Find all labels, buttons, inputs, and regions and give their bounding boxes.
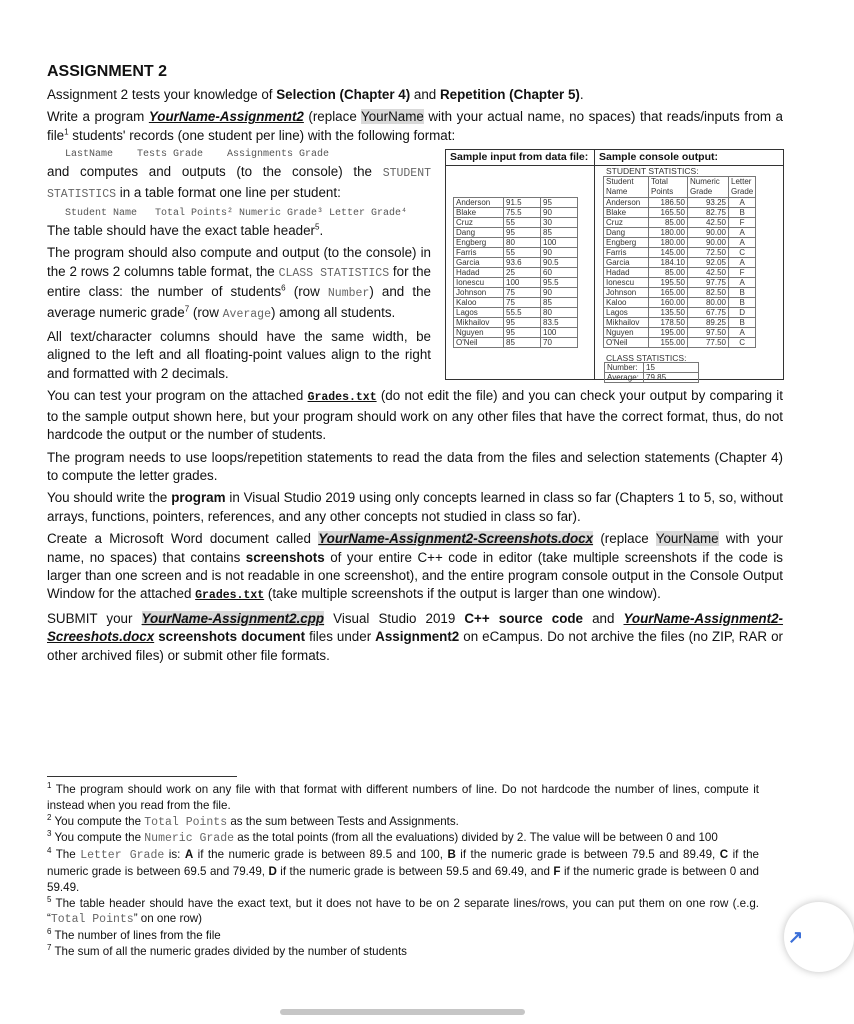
input-row — [454, 318, 578, 328]
text-segment: (replace — [303, 109, 362, 125]
student-row — [604, 218, 756, 228]
text-segment: Create a Microsoft Word document called — [47, 531, 319, 547]
table-cell: 79.85 — [644, 373, 699, 383]
text-segment: . — [579, 87, 584, 102]
student-statistics-title: STUDENT STATISTICS: — [606, 166, 699, 177]
table-cell: B — [729, 208, 756, 218]
input-row — [454, 198, 578, 208]
table-cell: 195.50 — [649, 278, 688, 288]
input-row — [454, 308, 578, 318]
text-segment: The number of lines from the file — [51, 929, 221, 943]
table-cell: C — [729, 248, 756, 258]
footnote-marker: 6 — [281, 283, 286, 293]
table-cell: 83.5 — [541, 318, 578, 328]
footnote-marker: 5 — [315, 222, 320, 232]
text-segment: The program should also compute and output (to the console) in the 2 rows 2 columns table format, the — [47, 245, 431, 279]
table-header-line: Student Name Total Points² Numeric Grade³ Letter Grade⁴ — [65, 208, 408, 220]
table-cell: Engberg — [454, 238, 504, 248]
table-cell: F — [729, 218, 756, 228]
text-segment: YourName-Assignment2-Screenshots.docx — [318, 531, 594, 547]
text-segment: ” on one row) — [133, 912, 203, 926]
student-row — [604, 318, 756, 328]
student-row — [604, 308, 756, 318]
table-cell: 97.50 — [688, 328, 729, 338]
text-segment: screenshots document — [158, 629, 306, 645]
text-segment: Repetition (Chapter 5) — [439, 87, 580, 102]
input-row — [454, 248, 578, 258]
footnote-marker: 7 — [47, 943, 52, 953]
table-cell: Letter Grade — [729, 177, 756, 198]
student-row — [604, 278, 756, 288]
input-row — [454, 238, 578, 248]
student-row — [604, 268, 756, 278]
text-segment: if the numeric grade is between 69.5 and 79.49, — [47, 848, 759, 878]
table-cell: 67.75 — [688, 308, 729, 318]
student-row — [604, 288, 756, 298]
text-segment: Assignment 2 tests your knowledge of — [47, 87, 277, 102]
table-cell: C — [729, 338, 756, 348]
table-cell: Hadad — [604, 268, 649, 278]
footnote — [47, 944, 759, 960]
table-cell: Dang — [604, 228, 649, 238]
table-cell: A — [729, 258, 756, 268]
text-segment: YourName-Assignment2 — [148, 109, 304, 125]
table-cell: 186.50 — [649, 198, 688, 208]
paragraph — [47, 489, 783, 526]
table-cell: Mikhailov — [604, 318, 649, 328]
text-segment: Total Points — [50, 913, 134, 927]
table-cell: 93.6 — [504, 258, 541, 268]
input-row — [454, 228, 578, 238]
table-cell: D — [729, 308, 756, 318]
table-cell: Dang — [454, 228, 504, 238]
text-segment: students' records (one student per line) with the following format: — [68, 127, 456, 143]
table-cell: 85.00 — [649, 218, 688, 228]
student-row — [604, 248, 756, 258]
table-cell: 75.5 — [504, 208, 541, 218]
table-cell: 90.5 — [541, 258, 578, 268]
text-segment: if the numeric grade is between 0 and 59.49. — [47, 864, 759, 894]
sample-input-heading: Sample input from data file: — [446, 150, 594, 166]
paragraph — [47, 610, 783, 665]
input-format-line: LastName Tests Grade Assignments Grade — [65, 149, 330, 161]
class-stat-row — [605, 363, 699, 373]
table-cell: 82.50 — [688, 288, 729, 298]
class-stat-row — [605, 373, 699, 383]
edit-icon: ↗ — [788, 927, 804, 947]
footnote — [47, 830, 759, 847]
footnote-marker: 1 — [64, 127, 69, 137]
table-cell: A — [729, 328, 756, 338]
table-cell: 145.00 — [649, 248, 688, 258]
table-cell: 55.5 — [504, 308, 541, 318]
footnote — [47, 896, 759, 929]
text-segment: CLASS STATISTICS — [278, 266, 390, 280]
input-row — [454, 258, 578, 268]
table-cell: Student Name — [604, 177, 649, 198]
text-segment: D — [268, 864, 277, 878]
text-segment: (row — [189, 304, 223, 320]
text-segment: Numeric Grade — [144, 832, 234, 846]
footnote-marker: 2 — [47, 812, 52, 822]
input-row — [454, 218, 578, 228]
table-cell: 100 — [541, 238, 578, 248]
table-cell: 82.75 — [688, 208, 729, 218]
table-cell: 180.00 — [649, 228, 688, 238]
footnote-separator — [47, 776, 237, 777]
text-segment: if the numeric grade is between 59.5 and 69.49, and — [276, 864, 554, 878]
text-segment: with your name, no spaces) that contains — [47, 531, 783, 565]
student-row — [604, 228, 756, 238]
table-cell: 15 — [644, 363, 699, 373]
text-segment: You can test your program on the attached — [47, 388, 308, 404]
table-cell: 100 — [541, 328, 578, 338]
input-row — [454, 298, 578, 308]
table-cell: 55 — [504, 218, 541, 228]
table-cell: 91.5 — [504, 198, 541, 208]
table-cell: 95 — [504, 318, 541, 328]
text-segment: Assignment2 — [375, 629, 460, 645]
text-segment: Selection (Chapter 4) — [276, 87, 411, 102]
paragraph — [47, 108, 783, 145]
table-cell: 70 — [541, 338, 578, 348]
table-cell: Average: — [605, 373, 644, 383]
table-cell: 178.50 — [649, 318, 688, 328]
text-segment: The sum of all the numeric grades divided by the number of students — [51, 944, 407, 958]
table-cell: Cruz — [604, 218, 649, 228]
student-row — [604, 328, 756, 338]
text-segment: F — [553, 864, 561, 878]
text-segment: as the sum between Tests and Assignments. — [227, 814, 459, 828]
table-cell: Kaloo — [604, 298, 649, 308]
text-segment: The table header should have the exact text, but it does not have to be on 2 separate lines/rows, you can put them on one row (.e.g. “ — [47, 896, 759, 926]
table-cell: Johnson — [604, 288, 649, 298]
class-statistics-table — [604, 362, 699, 383]
table-cell: A — [729, 198, 756, 208]
table-cell: Farris — [604, 248, 649, 258]
text-segment: of your entire C++ code in editor (take multiple screenshots if the code is larger than one screen and is not readable in one screenshot), and the entire program console output in the Console Output Window for the attached — [47, 549, 783, 602]
table-cell: 184.10 — [649, 258, 688, 268]
text-segment: A — [184, 848, 194, 862]
student-row — [604, 198, 756, 208]
student-row — [604, 258, 756, 268]
text-segment: SUBMIT your — [47, 610, 142, 626]
text-segment: in Visual Studio 2019 using only concepts learned in class so far (Chapters 1 to 5, so, without arrays, functions, pointers, references, and any other concepts not studied in class so far). — [47, 490, 783, 524]
text-segment: Grades.txt — [195, 589, 265, 603]
table-cell: Blake — [454, 208, 504, 218]
table-cell: Ionescu — [604, 278, 649, 288]
table-cell: B — [729, 318, 756, 328]
text-segment: in a table format one line per student: — [116, 184, 341, 200]
input-row — [454, 338, 578, 348]
table-cell: Garcia — [604, 258, 649, 268]
table-cell: A — [729, 238, 756, 248]
text-segment: as the total points (from all the evaluations) divided by 2. The value will be between 0 and 100 — [234, 831, 718, 845]
table-cell: Johnson — [454, 288, 504, 298]
table-cell: 160.00 — [649, 298, 688, 308]
sample-io-box — [445, 149, 784, 383]
table-cell: 92.05 — [688, 258, 729, 268]
footnote-marker: 1 — [47, 781, 52, 791]
table-cell: Lagos — [454, 308, 504, 318]
table-cell: 77.50 — [688, 338, 729, 348]
table-cell: 195.00 — [649, 328, 688, 338]
table-cell: Total Points — [649, 177, 688, 198]
table-cell: B — [729, 288, 756, 298]
text-segment: (replace — [593, 531, 656, 547]
table-cell: 85.00 — [649, 268, 688, 278]
table-cell: 180.00 — [649, 238, 688, 248]
text-segment: on eCampus. Do not archive the files (no ZIP, RAR or other archived files) or submit other file formats. — [47, 629, 783, 663]
text-segment: Visual Studio 2019 — [324, 610, 465, 626]
text-segment: You compute the — [51, 814, 145, 828]
student-row — [604, 298, 756, 308]
table-cell: B — [729, 298, 756, 308]
table-cell: 95 — [504, 328, 541, 338]
footnote-marker: 3 — [47, 829, 52, 839]
text-segment: You should write the — [47, 490, 172, 506]
table-cell: 97.75 — [688, 278, 729, 288]
student-row — [604, 208, 756, 218]
table-cell: Lagos — [604, 308, 649, 318]
footnote-marker: 6 — [47, 927, 52, 937]
table-cell: Nguyen — [604, 328, 649, 338]
paragraph — [47, 530, 783, 606]
table-cell: 85 — [504, 338, 541, 348]
text-segment: Write a program — [47, 109, 149, 125]
text-segment: The table should have the exact table header — [47, 223, 316, 239]
table-cell: Blake — [604, 208, 649, 218]
horizontal-scrollbar[interactable] — [280, 1009, 525, 1015]
text-segment: (row — [285, 284, 328, 300]
text-segment: C — [719, 848, 729, 862]
table-cell: 85 — [541, 228, 578, 238]
input-row — [454, 268, 578, 278]
text-segment: C++ source code — [464, 610, 583, 626]
table-cell: 90 — [541, 248, 578, 258]
floating-action-button[interactable] — [784, 902, 854, 972]
page-title: ASSIGNMENT 2 — [47, 63, 168, 80]
text-segment: Number — [327, 287, 370, 301]
table-cell: A — [729, 278, 756, 288]
footnote — [47, 847, 759, 895]
table-cell: 80 — [504, 238, 541, 248]
text-segment: is: — [164, 848, 185, 862]
table-cell: 60 — [541, 268, 578, 278]
table-cell: 42.50 — [688, 268, 729, 278]
table-cell: Mikhailov — [454, 318, 504, 328]
table-cell: 30 — [541, 218, 578, 228]
text-segment: and — [583, 610, 624, 626]
text-segment: YourName-Assignment2-Screeshots.docx — [47, 610, 783, 645]
sample-output-panel — [595, 150, 783, 383]
table-cell: Numeric Grade — [688, 177, 729, 198]
student-statistics-table — [603, 176, 756, 348]
table-cell: Number: — [605, 363, 644, 373]
text-segment: Letter Grade — [80, 849, 165, 863]
table-cell: 75 — [504, 288, 541, 298]
table-cell: 165.50 — [649, 208, 688, 218]
footnote-marker: 7 — [184, 304, 190, 314]
table-cell: 95.5 — [541, 278, 578, 288]
intro-paragraphs — [47, 86, 783, 145]
table-cell: Ionescu — [454, 278, 504, 288]
paragraph — [47, 449, 783, 486]
text-segment: ) and the average numeric grade — [47, 284, 431, 320]
footnote — [47, 782, 759, 814]
table-cell: A — [729, 228, 756, 238]
table-cell: 55 — [504, 248, 541, 258]
text-segment: Grades.txt — [307, 391, 377, 405]
text-segment: program — [171, 490, 226, 506]
text-segment: The program needs to use loops/repetition statements to read the data from the files and selection statements (Chapter 4) to compute the letter grades. — [47, 449, 783, 483]
table-cell: Farris — [454, 248, 504, 258]
table-cell: O'Neil — [454, 338, 504, 348]
table-cell: Nguyen — [454, 328, 504, 338]
table-cell: Engberg — [604, 238, 649, 248]
footnote-marker: 4 — [47, 846, 52, 856]
table-cell: 100 — [504, 278, 541, 288]
text-segment: The — [51, 848, 81, 862]
table-cell: Cruz — [454, 218, 504, 228]
table-cell: Anderson — [454, 198, 504, 208]
table-cell: 72.50 — [688, 248, 729, 258]
text-segment: (do not edit the file) and you can check your output by comparing it to the sample output shown here, but your program should work on any other files that have the correct format, thus, do not hardcode the output or the number of students. — [47, 388, 783, 443]
footnotes — [47, 782, 759, 960]
text-segment: if the numeric grade is between 79.5 and 89.49, — [455, 848, 720, 862]
table-cell: 95 — [541, 198, 578, 208]
table-cell: 165.00 — [649, 288, 688, 298]
table-cell: 93.25 — [688, 198, 729, 208]
input-row — [454, 288, 578, 298]
table-cell: 80.00 — [688, 298, 729, 308]
footnote — [47, 928, 759, 944]
table-cell: Garcia — [454, 258, 504, 268]
table-cell: Anderson — [604, 198, 649, 208]
table-cell: 135.50 — [649, 308, 688, 318]
text-segment: All text/character columns should have the same width, be aligned to the left and all floating-point values align to the right and formatted with 2 decimals. — [47, 329, 431, 381]
text-segment: YourName-Assignment2.cpp — [141, 610, 325, 626]
text-segment: (take multiple screenshots if the output is larger than one window). — [264, 586, 661, 602]
text-segment: . — [319, 223, 324, 239]
paragraph — [47, 86, 783, 104]
text-segment: ) among all students. — [270, 304, 396, 320]
text-segment: You compute the — [51, 831, 145, 845]
text-segment: for the entire class: the number of students — [47, 263, 432, 300]
input-row — [454, 278, 578, 288]
text-segment: if the numeric grade is between 89.5 and 100, — [193, 848, 448, 862]
student-row — [604, 338, 756, 348]
text-segment: with your actual name, no spaces) that reads/inputs from a file — [47, 109, 784, 143]
assignment-content — [47, 62, 783, 669]
footnote — [47, 814, 759, 831]
text-segment: STUDENT STATISTICS — [47, 167, 431, 201]
text-segment: and — [410, 87, 440, 102]
table-cell: 25 — [504, 268, 541, 278]
sample-input-panel — [446, 150, 595, 379]
input-row — [454, 328, 578, 338]
table-cell: 75 — [504, 298, 541, 308]
table-cell: F — [729, 268, 756, 278]
table-cell: 90 — [541, 208, 578, 218]
footnote-marker: 5 — [47, 894, 52, 904]
sample-output-heading: Sample console output: — [595, 150, 783, 166]
table-cell: Hadad — [454, 268, 504, 278]
student-row — [604, 238, 756, 248]
table-cell: 90.00 — [688, 238, 729, 248]
table-cell: Kaloo — [454, 298, 504, 308]
text-segment: files under — [305, 629, 376, 645]
text-segment: Total Points — [144, 815, 228, 829]
table-cell: 80 — [541, 308, 578, 318]
sample-input-table — [453, 197, 578, 348]
table-cell: 95 — [504, 228, 541, 238]
text-segment: B — [447, 848, 456, 862]
class-statistics-title: CLASS STATISTICS: — [606, 353, 687, 364]
input-row — [454, 208, 578, 218]
header-row — [604, 177, 756, 198]
table-cell: O'Neil — [604, 338, 649, 348]
table-cell: 85 — [541, 298, 578, 308]
table-cell: 42.50 — [688, 218, 729, 228]
text-segment: YourName — [655, 531, 719, 547]
table-cell: 90 — [541, 288, 578, 298]
table-cell: 155.00 — [649, 338, 688, 348]
text-segment: YourName — [361, 109, 424, 125]
text-segment: and computes and outputs (to the console) the — [47, 164, 383, 180]
table-cell: 89.25 — [688, 318, 729, 328]
text-segment: The program should work on any file with that format with different numbers of line. Do not hardcode the number of lines, compute it instead when you read from the file. — [47, 783, 759, 812]
paragraph — [47, 387, 783, 444]
text-segment: screenshots — [245, 549, 325, 565]
table-cell: 90.00 — [688, 228, 729, 238]
text-segment: Average — [222, 307, 271, 321]
